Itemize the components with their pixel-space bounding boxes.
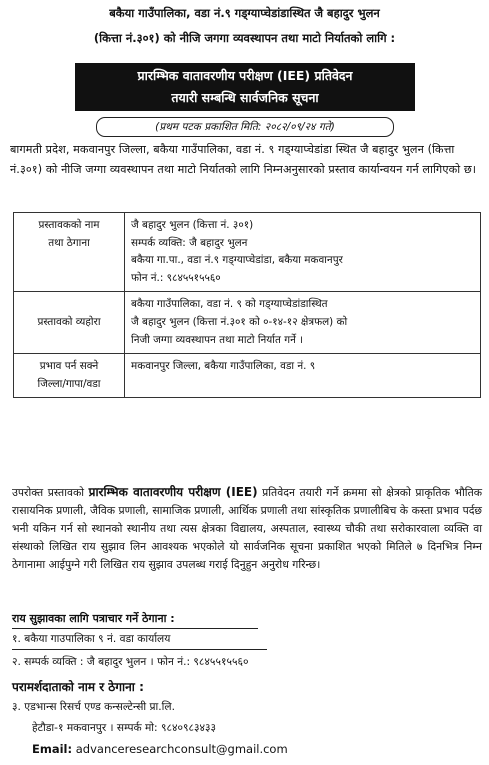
email-row <box>32 742 288 756</box>
table-row <box>14 292 481 354</box>
contact-item-1: १. बकैया गाउपालिका ९ नं. वडा कार्यालय <box>12 633 171 645</box>
body-text-rest: प्रतिवेदन तयारी गर्ने क्रममा सो क्षेत्रको प्राकृतिक भौतिक रासायनिक प्रणाली, जैविक प्रणाली, सामाजिक प्रणाली, आर्थिक प्रणाली तथा सांस्कृतिक प्रणालीबिच के कस्ता प्रभाव पर्दछ भनी यकिन गर्न सो स्थानको स्थानीय तथा त्यस क्षेत्रका विद्यालय, अस्पताल, स्वास्थ्य चौकी तथा सरोकारवाला व्यक्ति वा संस्थाको लिखित राय सुझाव लिन आवश्यक भएकोले यो सार्वजनिक सूचना प्रकाशित भएको मितिले ७ दिनभित्र निम्न ठेगानामा आईपुग्ने गरी लिखित राय सुझाव उपलब्ध गराई दिनुहुन अनुरोध गरिन्छ। <box>12 486 483 572</box>
proposal-line-3: निजी जग्गा व्यवस्थापन तथा माटो निर्यात गर्ने । <box>131 333 304 346</box>
banner-title-line-2: तयारी सम्बन्धि सार्वजनिक सूचना <box>171 90 319 105</box>
notice-title-banner <box>75 63 415 111</box>
header-line-2: (कित्ता नं.३०१) को नीजि जगगा व्यवस्थापन तथा माटो निर्यातको लागि : <box>93 31 396 45</box>
affected-area-label <box>14 354 125 398</box>
body-paragraph <box>12 483 482 574</box>
table-row <box>14 354 481 398</box>
proposal-line-1: बकैया गाउँपालिका, वडा नं. ९ को गड्ग्याप्चेडांडास्थित <box>131 298 328 311</box>
table-row <box>14 213 481 292</box>
proposal-line-2: जै बहादुर भुलन (कित्ता नं.३०१ को ०-१४-१२ क्षेत्रफल) को <box>131 315 348 328</box>
affected-area-label-line-2: जिल्ला/गापा/वडा <box>37 377 101 390</box>
consultant-heading: परामर्शदाताको नाम र ठेगाना : <box>12 680 144 694</box>
publish-date: (प्रथम पटक प्रकाशित मिति: २०८२/०९/२४ गते) <box>96 117 394 137</box>
contact-item-2: २. सम्पर्क व्यक्ति : जै बहादुर भुलन । फोन नं.: ९८४५५१५५६० <box>12 656 249 668</box>
email-address: advanceresearchconsult@gmail.com <box>75 742 288 756</box>
intro-paragraph: बागमती प्रदेश, मकवानपुर जिल्ला, बकैया गाउँपालिका, वडा नं. ९ गड्ग्याप्चेडांडा स्थित जै बहादुर भुलन (कित्ता नं.३०१) को नीजि जग्गा व्यवस्थापन तथा माटो निर्यातको लागि निम्नअनुसारको प्रस्ताव कार्यान्वयन गर्न लागिएको छ। <box>10 143 477 176</box>
proponent-label <box>14 213 125 292</box>
consultant-address: हेटौडा-१ मकवानपुर । सम्पर्क मो: ९८४०९८३४३३ <box>32 722 217 734</box>
body-text-bold: प्रारम्भिक वातावरणीय परीक्षण (IEE) <box>88 485 258 499</box>
contact-heading: राय सुझावका लागि पत्राचार गर्ने ठेगाना : <box>12 612 175 625</box>
divider <box>12 628 258 629</box>
proponent-label-line-2: तथा ठेगाना <box>48 236 90 249</box>
proponent-phone: फोन नं.: ९८४५५१५५६० <box>131 271 221 284</box>
proponent-value <box>125 213 481 292</box>
proponent-contact: सम्पर्क व्यक्ति: जै बहादुर भुलन <box>131 236 248 249</box>
divider <box>12 649 267 650</box>
banner-title-line-1: प्रारम्भिक वातावरणीय परीक्षण (IEE) प्रतिवेदन <box>137 68 353 83</box>
affected-area-label-line-1: प्रभाव पर्न सक्ने <box>39 360 99 373</box>
proponent-label-line-1: प्रस्तावकको नाम <box>38 219 100 231</box>
affected-area-value: मकवानपुर जिल्ला, बकैया गाउँपालिका, वडा नं. ९ <box>125 354 481 398</box>
body-text-start: उपरोक्त प्रस्तावको <box>12 486 89 499</box>
proposal-table <box>13 212 481 398</box>
proposal-value <box>125 292 481 354</box>
proponent-address: बकैया गा.पा., वडा नं.९ गड्ग्याप्चेडांडा, बकैया मकवानपुर <box>131 254 343 267</box>
email-label: Email: <box>32 742 73 756</box>
consultant-name: ३. एडभान्स रिसर्च एण्ड कन्सल्टेन्सी प्रा.लि. <box>12 701 175 713</box>
proponent-name: जै बहादुर भुलन (कित्ता नं. ३०१) <box>131 219 254 231</box>
header-line-1: बकैया गाउँपालिका, वडा नं.९ गड्ग्याप्चेडांडास्थित जै बहादुर भुलन <box>109 6 380 20</box>
proposal-label: प्रस्तावको व्यहोरा <box>14 292 125 354</box>
